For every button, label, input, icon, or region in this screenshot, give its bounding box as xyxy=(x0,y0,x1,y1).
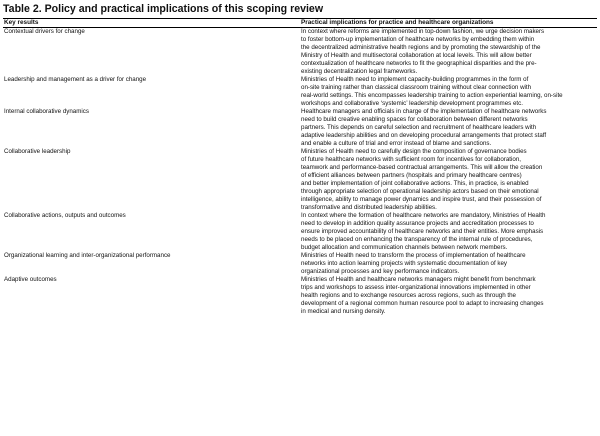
implication-line: organizational processes and key performance indicators. xyxy=(301,268,460,275)
implication-cell xyxy=(300,76,597,108)
implication-line: need to develop in addition quality assurance projects and accreditation processes to xyxy=(301,220,534,227)
implication-line: Ministries of Health need to implement capacity-building programmes in the form of xyxy=(301,76,529,83)
header-practical-implications: Practical implications for practice and healthcare organizations xyxy=(300,19,597,28)
implication-line: the decentralized administrative health regions and by promoting the stewardship of the xyxy=(301,44,541,51)
implication-line: intelligence, ability to manage power dynamics and inspire trust, and their possession of xyxy=(301,196,542,203)
implication-cell xyxy=(300,108,597,148)
key-result-cell: Collaborative leadership xyxy=(4,148,71,155)
implication-line: Ministries of Health need to transform the process of implementation of healthcare xyxy=(301,252,526,259)
table-row xyxy=(3,252,597,276)
implication-line: health regions and to exchange resources across regions, such as through the xyxy=(301,292,516,299)
implication-line: of efficient alliances between partners (hospitals and primary healthcare centres) xyxy=(301,172,522,179)
key-result-cell: Internal collaborative dynamics xyxy=(4,108,89,115)
table-row xyxy=(3,76,597,108)
implication-line: networks into action learning projects with systematic documentation of key xyxy=(301,260,508,267)
table-row xyxy=(3,276,597,316)
implication-line: In context where reforms are implemented in top-down fashion, we urge decision makers xyxy=(301,28,545,35)
implication-line: trips and workshops to assess inter-organizational innovations implemented in other xyxy=(301,284,531,291)
table-caption: Table 2. Policy and practical implications of this scoping review xyxy=(3,3,324,15)
implication-line: Ministries of Health and healthcare networks managers might benefit from benchmark xyxy=(301,276,536,283)
implication-line: need to build creative enabling spaces for collaboration between different networks xyxy=(301,116,528,123)
implication-line: budget allocation and communication channels between network members. xyxy=(301,244,508,251)
implication-line: of future healthcare networks with sufficient room for incentives for collaboration, xyxy=(301,156,521,163)
implication-line: existing decentralization legal frameworks. xyxy=(301,68,418,75)
implication-line: on-site training rather than classical classroom training without clear connection with xyxy=(301,84,532,91)
key-result-cell: Contextual drivers for change xyxy=(4,28,85,35)
implication-line: teamwork and performance-based contractual arrangements. This will allow the creation xyxy=(301,164,543,171)
implication-line: ensure improved accountability of healthcare networks and their entities. More emphasis xyxy=(301,228,544,235)
implication-line: in medical and nursing density. xyxy=(301,308,386,315)
implication-line: In context where the formation of healthcare networks are mandatory, Ministries of Health xyxy=(301,212,546,219)
implication-line: adaptive leadership abilities and on developing procedural arrangements that protect staff xyxy=(301,132,547,139)
implication-cell xyxy=(300,28,597,77)
implications-table xyxy=(3,18,597,316)
implication-line: Ministry of Health and multisectoral collaboration at local levels. This will allow better xyxy=(301,52,532,59)
table-row xyxy=(3,28,597,77)
implication-line: transformative and distributed leadership abilities. xyxy=(301,204,437,211)
implication-line: Healthcare managers and officials in charge of the implementation of healthcare networks xyxy=(301,108,547,115)
implication-line: needs to be placed on enhancing the transparency of the internal rule of procedures, xyxy=(301,236,533,243)
key-result-cell: Adaptive outcomes xyxy=(4,276,57,283)
table-row xyxy=(3,212,597,252)
implication-cell xyxy=(300,252,597,276)
implication-line: and better implementation of joint collaborative actions. This, in practice, is enabled xyxy=(301,180,529,187)
implication-line: development of a regional common human resource pool to adapt to increasing changes xyxy=(301,300,544,307)
implication-cell xyxy=(300,148,597,212)
key-result-cell: Collaborative actions, outputs and outcomes xyxy=(4,212,126,219)
implication-line: partners. This depends on careful selection and recruitment of healthcare leaders with xyxy=(301,124,537,131)
implication-line: workshops and collaborative ‘systemic’ leadership development programmes etc. xyxy=(301,100,523,107)
key-result-cell: Leadership and management as a driver for change xyxy=(4,76,147,83)
header-key-results: Key results xyxy=(3,19,300,28)
table-header xyxy=(3,19,597,28)
implication-line: Ministries of Health need to carefully design the composition of governance bodies xyxy=(301,148,527,155)
implication-line: real-world settings. This encompasses leadership training to action experiential learning, on-site xyxy=(301,92,563,99)
implication-cell xyxy=(300,276,597,316)
implication-line: to foster bottom-up implementation of healthcare networks by embedding them within xyxy=(301,36,535,43)
implication-cell xyxy=(300,212,597,252)
header-row xyxy=(3,19,597,28)
table-body xyxy=(3,28,597,317)
key-result-cell: Organizational learning and inter-organizational performance xyxy=(4,252,171,259)
table-row xyxy=(3,108,597,148)
implication-line: contextualization of healthcare networks to fit the geographical disparities and the pre- xyxy=(301,60,537,67)
implication-line: through appropriate selection of operational leadership actors based on their emotional xyxy=(301,188,539,195)
implication-line: and enable a culture of trial and error instead of blame and sanctions. xyxy=(301,140,492,147)
table-row xyxy=(3,148,597,212)
